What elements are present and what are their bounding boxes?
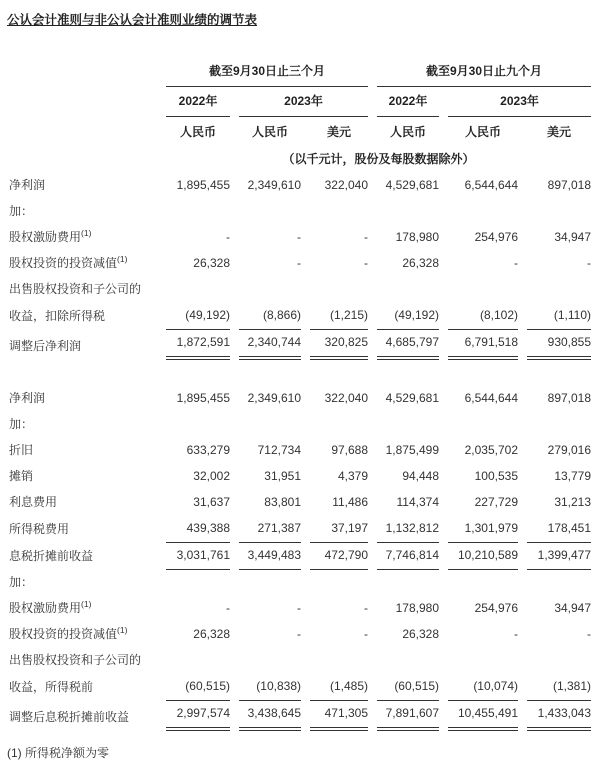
value-cell: 472,790 <box>310 543 368 570</box>
value-cell: 178,451 <box>527 516 591 543</box>
value-cell: 712,734 <box>257 443 301 457</box>
value-cell <box>310 277 368 303</box>
value-cell: - <box>297 230 301 244</box>
row-label <box>9 648 157 674</box>
value-cell <box>310 360 368 386</box>
value-cell: 2,349,610 <box>247 178 301 192</box>
row-label-text: 出售股权投资和子公司的 <box>9 282 142 296</box>
table-body <box>9 173 591 731</box>
value-cell: - <box>297 256 301 270</box>
row-label <box>9 173 157 199</box>
row-label-text: 股权激励费用 <box>9 230 82 244</box>
value-cell: 13,779 <box>554 469 592 483</box>
value-cell: - <box>514 256 519 270</box>
value-cell: (1,110) <box>527 303 591 330</box>
row-label <box>9 570 157 596</box>
table-row <box>9 464 591 490</box>
value-cell <box>448 360 518 386</box>
value-cell: 633,279 <box>186 443 230 457</box>
row-label-text: 所得税费用 <box>9 522 70 536</box>
footnote: (1) 所得税净额为零 <box>7 746 110 760</box>
row-label <box>9 464 157 490</box>
value-cell: 26,328 <box>402 627 440 641</box>
value-cell: - <box>364 256 369 270</box>
value-cell: 32,002 <box>193 469 230 483</box>
footnote-marker: (1) <box>117 254 128 264</box>
value-cell: 4,379 <box>337 469 369 483</box>
row-label <box>9 360 157 386</box>
row-label <box>9 303 157 330</box>
value-cell <box>527 412 591 438</box>
value-cell: (60,515) <box>166 674 230 701</box>
year-header-row <box>9 87 591 117</box>
value-cell <box>239 570 301 596</box>
value-cell: 4,685,797 <box>377 330 439 360</box>
value-cell <box>239 277 301 303</box>
header-spacer <box>9 60 157 87</box>
value-cell: 897,018 <box>547 391 592 405</box>
table-row <box>9 412 591 438</box>
table-row <box>9 543 591 570</box>
row-label <box>9 225 157 251</box>
value-cell <box>166 648 230 674</box>
row-label-text: 加： <box>9 204 34 218</box>
currency-header: 人民币 <box>390 125 427 139</box>
row-label-text: 净利润 <box>9 178 46 192</box>
value-cell <box>310 412 368 438</box>
table-row <box>9 386 591 412</box>
value-cell: 1,433,043 <box>527 701 591 731</box>
currency-header: 美元 <box>547 125 572 139</box>
value-cell: 322,040 <box>324 178 369 192</box>
row-label <box>9 412 157 438</box>
row-label-text: 调整后净利润 <box>9 339 82 353</box>
row-label-text: 利息费用 <box>9 495 58 509</box>
row-label-text: 股权投资的投资减值 <box>9 627 118 641</box>
value-cell: 471,305 <box>310 701 368 731</box>
row-label-text: 加： <box>9 575 34 589</box>
value-cell: 1,872,591 <box>166 330 230 360</box>
value-cell: (10,838) <box>239 674 301 701</box>
value-cell: - <box>297 627 301 641</box>
value-cell: 2,997,574 <box>166 701 230 731</box>
value-cell <box>239 199 301 225</box>
table-row <box>9 596 591 622</box>
table-row <box>9 173 591 199</box>
value-cell: 930,855 <box>527 330 591 360</box>
value-cell <box>310 570 368 596</box>
row-label <box>9 199 157 225</box>
value-cell: 83,801 <box>264 495 301 509</box>
value-cell: 34,947 <box>554 601 592 615</box>
table-row <box>9 225 591 251</box>
row-label <box>9 277 157 303</box>
group-header-three-months: 截至9月30日止三个月 <box>166 60 368 87</box>
value-cell: 254,976 <box>474 601 519 615</box>
value-cell <box>527 277 591 303</box>
value-cell: - <box>226 601 230 615</box>
value-cell <box>239 648 301 674</box>
value-cell <box>377 360 439 386</box>
value-cell: (8,102) <box>448 303 518 330</box>
value-cell: 100,535 <box>474 469 519 483</box>
value-cell: - <box>364 627 369 641</box>
group-header-nine-months: 截至9月30日止九个月 <box>377 60 591 87</box>
value-cell: 7,891,607 <box>377 701 439 731</box>
value-cell <box>527 199 591 225</box>
value-cell: 2,349,610 <box>247 391 301 405</box>
value-cell <box>527 360 591 386</box>
value-cell: 7,746,814 <box>377 543 439 570</box>
value-cell: (49,192) <box>377 303 439 330</box>
group-header-row <box>9 60 591 87</box>
row-label-text: 折旧 <box>9 443 34 457</box>
row-label-text: 收益，所得税前 <box>9 680 94 694</box>
value-cell: 37,197 <box>310 516 368 543</box>
row-label <box>9 386 157 412</box>
value-cell <box>310 648 368 674</box>
value-cell: 2,340,744 <box>239 330 301 360</box>
value-cell: - <box>587 627 592 641</box>
header-spacer <box>9 87 157 117</box>
table-row <box>9 648 591 674</box>
value-cell <box>448 277 518 303</box>
value-cell: 439,388 <box>166 516 230 543</box>
value-cell: - <box>364 601 369 615</box>
value-cell: 254,976 <box>474 230 519 244</box>
table-row <box>9 303 591 330</box>
value-cell <box>166 277 230 303</box>
row-label <box>9 516 157 543</box>
value-cell: 178,980 <box>395 601 440 615</box>
value-cell: 26,328 <box>193 627 230 641</box>
value-cell <box>448 199 518 225</box>
value-cell: 279,016 <box>547 443 592 457</box>
table-row <box>9 438 591 464</box>
value-cell <box>527 648 591 674</box>
row-label <box>9 251 157 277</box>
value-cell: 4,529,681 <box>385 178 440 192</box>
value-cell: (49,192) <box>166 303 230 330</box>
value-cell: (8,866) <box>239 303 301 330</box>
value-cell <box>166 570 230 596</box>
value-cell <box>310 199 368 225</box>
value-cell: 4,529,681 <box>385 391 440 405</box>
value-cell <box>239 360 301 386</box>
value-cell: - <box>226 230 230 244</box>
table-row <box>9 199 591 225</box>
row-label <box>9 596 157 622</box>
value-cell: (1,215) <box>310 303 368 330</box>
value-cell: (60,515) <box>377 674 439 701</box>
row-label-text: 收益，扣除所得税 <box>9 309 106 323</box>
footnote-marker: (1) <box>117 625 128 635</box>
currency-header: 人民币 <box>251 125 288 139</box>
value-cell: 6,544,644 <box>464 178 519 192</box>
value-cell: 1,132,812 <box>377 516 439 543</box>
value-cell: 1,301,979 <box>448 516 518 543</box>
row-label <box>9 701 157 731</box>
currency-header-row <box>9 117 591 145</box>
value-cell: 1,895,455 <box>176 178 230 192</box>
value-cell: - <box>587 256 592 270</box>
table-row <box>9 330 591 360</box>
table-row <box>9 622 591 648</box>
row-label <box>9 330 157 360</box>
row-label-text: 摊销 <box>9 469 34 483</box>
value-cell <box>448 570 518 596</box>
currency-header: 美元 <box>327 125 352 139</box>
value-cell: 94,448 <box>402 469 440 483</box>
value-cell: 10,455,491 <box>448 701 518 731</box>
value-cell: 3,438,645 <box>239 701 301 731</box>
value-cell: 31,637 <box>193 495 230 509</box>
value-cell: 227,729 <box>474 495 519 509</box>
row-label-text: 息税折摊前收益 <box>9 549 94 563</box>
value-cell <box>377 648 439 674</box>
value-cell: 31,213 <box>554 495 592 509</box>
value-cell <box>377 570 439 596</box>
table-row <box>9 516 591 543</box>
value-cell: 322,040 <box>324 391 369 405</box>
value-cell: 3,031,761 <box>166 543 230 570</box>
value-cell <box>377 277 439 303</box>
value-cell: 97,688 <box>331 443 369 457</box>
page-title: 公认会计准则与非公认会计准则业绩的调节表 <box>7 13 258 27</box>
value-cell <box>448 648 518 674</box>
row-label-text: 加： <box>9 417 34 431</box>
value-cell: 320,825 <box>310 330 368 360</box>
value-cell: 114,374 <box>396 495 440 509</box>
value-cell: 26,328 <box>193 256 230 270</box>
value-cell <box>377 412 439 438</box>
value-cell <box>527 570 591 596</box>
header-spacer <box>9 117 157 145</box>
value-cell: 6,544,644 <box>464 391 519 405</box>
value-cell: 1,875,499 <box>385 443 440 457</box>
value-cell: 271,387 <box>239 516 301 543</box>
table-row <box>9 674 591 701</box>
row-label-text: 股权投资的投资减值 <box>9 256 118 270</box>
table-row <box>9 277 591 303</box>
value-cell <box>239 412 301 438</box>
value-cell: 178,980 <box>395 230 440 244</box>
currency-header: 人民币 <box>465 125 502 139</box>
value-cell <box>377 199 439 225</box>
value-cell <box>166 360 230 386</box>
row-label-text: 股权激励费用 <box>9 601 82 615</box>
value-cell: 1,895,455 <box>176 391 230 405</box>
row-label <box>9 622 157 648</box>
row-label <box>9 674 157 701</box>
row-label-text: 调整后息税折摊前收益 <box>9 710 130 724</box>
value-cell: - <box>514 627 519 641</box>
unit-note: （以千元计，股份及每股数据除外） <box>282 152 475 166</box>
footnote-marker: (1) <box>81 228 92 238</box>
value-cell: (10,074) <box>448 674 518 701</box>
gaap-reconciliation-table <box>0 60 600 731</box>
value-cell: 26,328 <box>402 256 440 270</box>
row-label <box>9 490 157 516</box>
value-cell: 34,947 <box>554 230 592 244</box>
table-row <box>9 251 591 277</box>
value-cell: (1,381) <box>527 674 591 701</box>
value-cell: 2,035,702 <box>464 443 519 457</box>
table-row <box>9 490 591 516</box>
year-header-2022-9m: 2022年 <box>377 87 439 117</box>
footnote-marker: (1) <box>81 599 92 609</box>
spacer-row <box>9 360 591 386</box>
year-header-2023-3m: 2023年 <box>239 87 368 117</box>
value-cell <box>166 199 230 225</box>
currency-header: 人民币 <box>179 125 216 139</box>
value-cell: 897,018 <box>547 178 592 192</box>
value-cell: - <box>364 230 369 244</box>
row-label-text: 净利润 <box>9 391 46 405</box>
value-cell: 6,791,518 <box>448 330 518 360</box>
row-label <box>9 438 157 464</box>
unit-note-row <box>9 145 591 173</box>
value-cell: - <box>297 601 301 615</box>
value-cell: 11,486 <box>332 495 369 509</box>
value-cell <box>448 412 518 438</box>
row-label-text: 出售股权投资和子公司的 <box>9 653 142 667</box>
value-cell: (1,485) <box>310 674 368 701</box>
value-cell: 31,951 <box>264 469 301 483</box>
value-cell: 1,399,477 <box>527 543 591 570</box>
header-spacer <box>9 145 157 173</box>
row-label <box>9 543 157 570</box>
value-cell: 10,210,589 <box>448 543 518 570</box>
year-header-2023-9m: 2023年 <box>448 87 591 117</box>
value-cell <box>166 412 230 438</box>
table-row <box>9 701 591 731</box>
year-header-2022-3m: 2022年 <box>166 87 230 117</box>
value-cell: 3,449,483 <box>239 543 301 570</box>
table-row <box>9 570 591 596</box>
